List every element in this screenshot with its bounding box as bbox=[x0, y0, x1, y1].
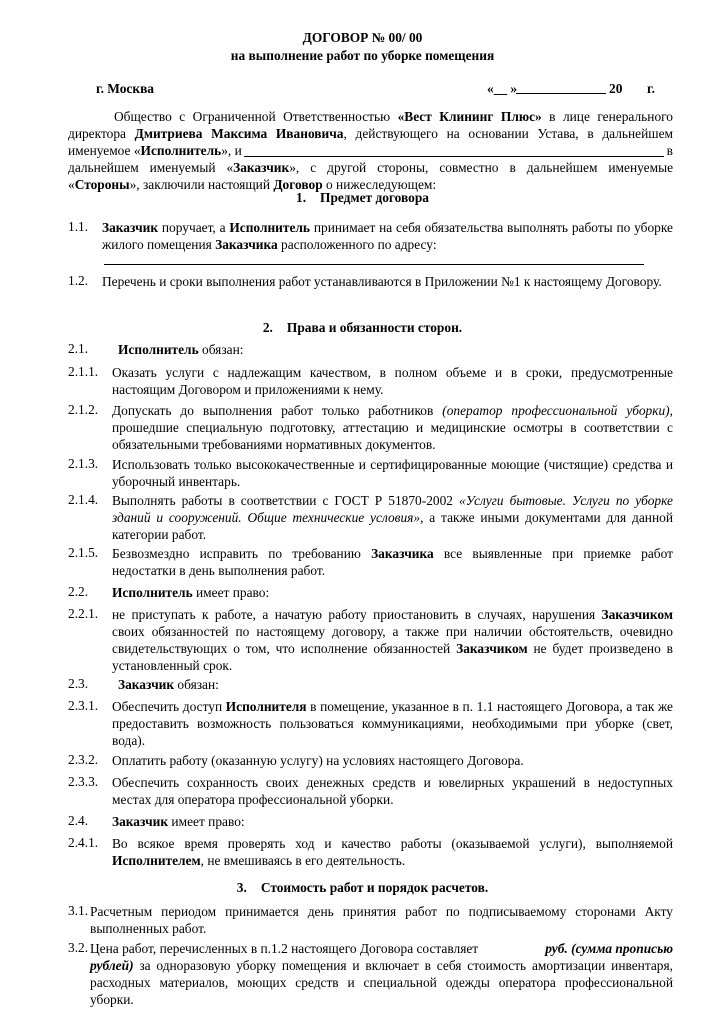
date-suffix: г. bbox=[647, 81, 655, 96]
date-month-blank bbox=[516, 81, 606, 94]
address-blank bbox=[104, 252, 644, 265]
preamble: Общество с Ограниченной Ответственностью «Вест Клининг Плюс» в лице генерального директора Дмитриева Максима Ивановича, действующего на основании Устава, в дальнейшем именуемое «Исполнитель», и в дальнейшем именуемый «Заказчик», с другой стороны, совместно в дальнейшем именуемые «Стороны», заключили настоящий Договор о нижеследующем: bbox=[68, 109, 674, 192]
city: г. Москва bbox=[96, 81, 155, 96]
section-1-heading: 1. Предмет договора bbox=[296, 190, 429, 205]
section-3-heading: 3. Стоимость работ и порядок расчетов. bbox=[236, 880, 489, 895]
document-subtitle: на выполнение работ по уборке помещения bbox=[230, 48, 495, 63]
customer-name-blank bbox=[244, 144, 664, 157]
section-2-heading: 2. Права и обязанности сторон. bbox=[262, 320, 463, 335]
city-date-line bbox=[96, 81, 666, 97]
date-year: 20 bbox=[609, 81, 623, 96]
contract-page: ДОГОВОР № 00/ 00 на выполнение работ по уборке помещения г. Москва «__ » 20 г. Общество с Ограниченной Ответственностью «Вест Клининг Плюс» в лице генерального директора Дмитриева Максима Ивановича, действующего на основании Устава, в дальнейшем именуемое «Исполнитель», и в дальнейшем именуемый «Заказчик», с другой стороны, совместно в дальнейшем именуемые «Стороны», заключили настоящий Договор о нижеследующем: 1. Предмет договора 1.1. Заказчик поручает, а Исполнитель принимает на себя обязательства выполнять работы по уборке жилого помещения Заказчика расположенного по адресу: 1.2. Перечень и сроки выполнения работ устанавливаются в Приложении №1 к настоящему Договору. 2. Права и обязанности сторон. 2.1. Исполнитель обязан: 2.1.1. Оказать услуги с надлежащим качеством, в полном объеме и в сроки, предусмотренные настоящим Договором и приложениями к нему. 2.1.2. Допускать до выполнения работ только работников (оператор профессиональной уборки), прошедшие специальную подготовку, аттестацию и медицинские осмотры в соответствии с обязательными требованиями нормативных документов. 2.1.3. Использовать только высококачественные и сертифицированные моющие (чистящие) средства и уборочный инвентарь. 2.1.4. Выполнять работы в соответствии с ГОСТ Р 51870-2002 «Услуги бытовые. Услуги по уборке зданий и сооружений. Общие технические условия», а также иными документами для данной категории работ. 2.1.5. Безвозмездно исправить по требованию Заказчика все выявленные при приемке работ недостатки в день выполнения работ. 2.2. Исполнитель имеет право: 2.2.1. не приступать к работе, а начатую работу приостановить в случаях, нарушения Заказчиком своих обязанностей по настоящему договору, а также при наличии обстоятельств, очевидно свидетельствующих о том, что исполнение обязанностей Заказчиком не будет произведено в установленный срок. 2.3. Заказчик обязан: 2.3.1. Обеспечить доступ Исполнителя в помещение, указанное в п. 1.1 настоящего Договора, а так же предоставить возможность пользоваться коммуникациями, необходимыми при уборке (свет, вода). 2.3.2. Оплатить работу (оказанную услугу) на условиях настоящего Договора. 2.3.3. Обеспечить сохранность своих денежных средств и ювелирных украшений в недоступных местах для оператора профессиональной уборки. 2.4. Заказчик имеет право: 2.4.1. Во всякое время проверять ход и качество работы (оказываемой услуги), выполняемой Исполнителем, не вмешиваясь в его деятельность. 3. Стоимость работ и порядок расчетов. 3.1. Расчетным периодом принимается день принятия работ по подписываемому сторонами Акту выполненных работ. 3.2. Цена работ, перечисленных в п.1.2 настоящего Договора составляет руб. (сумма прописью рублей) за одноразовую уборку помещения и включает в себя стоимость амортизации инвентаря, расходных материалов, моющих средств и специальной одежды оператора профессиональной уборки. bbox=[0, 0, 725, 1024]
director-name: Дмитриева Максима Ивановича bbox=[134, 126, 344, 141]
company-name: «Вест Клининг Плюс» bbox=[397, 109, 542, 124]
document-title: ДОГОВОР № 00/ 00 bbox=[302, 30, 423, 45]
date-day: «__ » bbox=[487, 81, 518, 96]
